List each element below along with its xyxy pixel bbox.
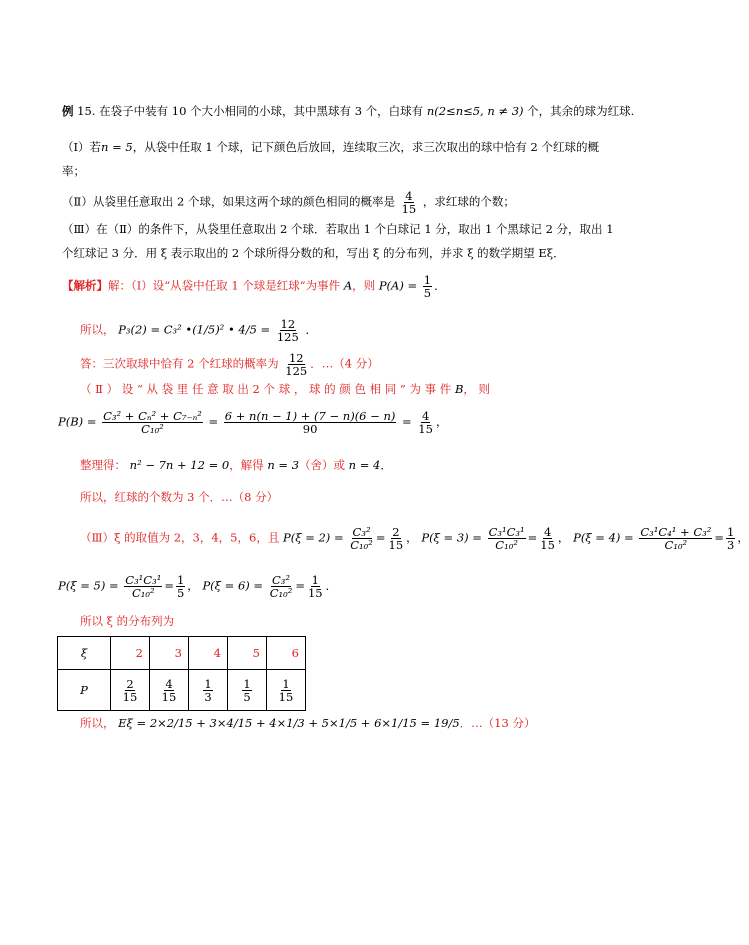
problem-text-1-end: 个，其余的球为红球. <box>527 104 635 118</box>
dot: ． <box>434 278 446 293</box>
frac-den: 3 <box>727 538 735 552</box>
table-cell: 3 <box>150 637 189 670</box>
frac-p4 <box>639 526 712 551</box>
frac-num: 12 <box>288 351 304 365</box>
solution-line-3 <box>80 352 379 377</box>
root-4: n = 4 <box>348 458 381 472</box>
table-row <box>58 637 306 670</box>
frac-pb-2 <box>224 410 397 435</box>
p-xi-6: P(ξ = 6) = <box>202 578 264 593</box>
p-xi-5: P(ξ = 5) = <box>58 578 119 593</box>
eq: = <box>208 414 219 429</box>
frac-12-125 <box>276 318 300 343</box>
prob-frac <box>203 678 212 703</box>
dot: ． <box>325 578 338 593</box>
frac-p4-v <box>726 526 735 551</box>
part1-line-2: 率； <box>62 164 85 178</box>
table-head-p: P <box>58 670 111 711</box>
comma: ， <box>435 414 448 429</box>
frac-num: 1 <box>311 573 319 587</box>
problem-number: 15. <box>77 104 96 118</box>
p-xi-4: P(ξ = 4) = <box>573 530 634 545</box>
expectation-expr: Eξ = 2×2/15 + 3×4/15 + 4×1/3 + 5×1/5 + 6×1/15 = 19/5 <box>118 716 460 730</box>
table-cell <box>228 670 267 711</box>
solution-line-10: 所以 ξ 的分布列为 <box>80 614 175 628</box>
frac-den: C₁₀² <box>141 422 164 436</box>
eq: = <box>402 414 412 429</box>
frac-num: C₃¹C₄¹ + C₃² <box>640 525 712 539</box>
frac-num: 1 <box>243 676 251 691</box>
frac-den: 15 <box>161 689 177 704</box>
frac-num: 1 <box>282 676 290 691</box>
frac-den: 15 <box>278 689 294 704</box>
frac-num: 4 <box>405 189 413 203</box>
prob-b: P(B) = <box>58 414 97 429</box>
part3-line-2: 个红球记 3 分．用 ξ 表示取出的 2 个球所得分数的和，写出 ξ 的分布列，并求 ξ 的数学期望 Eξ． <box>62 246 565 260</box>
frac-num: 4 <box>543 525 552 539</box>
simplify-label: 整理得： <box>80 458 126 472</box>
frac-den: C₁₀² <box>664 538 688 552</box>
frac-den: 5 <box>423 286 432 300</box>
solution-line-1 <box>62 274 446 299</box>
part2-fraction <box>401 190 418 215</box>
part2-line <box>62 190 515 215</box>
event-a: A <box>343 278 353 293</box>
table-head-xi: ξ <box>58 637 111 670</box>
frac-den: 5 <box>243 689 251 704</box>
frac-num: 4 <box>421 409 430 423</box>
frac-num: C₃² <box>352 525 371 539</box>
part1-n: n = 5 <box>101 140 133 154</box>
table-cell: 4 <box>189 637 228 670</box>
frac-den: 15 <box>418 422 433 436</box>
frac-num: 1 <box>176 573 185 587</box>
frac-p2-v <box>388 526 405 551</box>
solve-label: ，解得 <box>229 458 264 472</box>
part2-text-end: ，求红球的个数； <box>422 194 515 209</box>
frac-num: 2 <box>392 525 400 539</box>
frac-12-125-answer <box>284 352 308 377</box>
sep: ， <box>406 530 418 545</box>
frac-den: 125 <box>285 364 308 378</box>
table-cell: 6 <box>267 637 306 670</box>
frac-num: 12 <box>280 317 296 331</box>
frac-p3-v <box>539 526 556 551</box>
solution-line-8: （Ⅲ）ξ 的取值为 2，3，4，5，6，且 P(ξ = 2) = $\frac{\text{C₃²}}{\text{C₁₀²}}$ = $\frac{2}{15}$ ， P(ξ = 3) = $\frac{\text{C₃¹C₃¹}}{\text{C₁₀²}}$ = $\frac{4}{15}$ ， P(ξ = 4) = $\frac{\text{C₃¹C₄¹ + C₃²}}{\text{C₁₀²}}$ = $\frac{1}{3}$ ， <box>80 525 749 552</box>
frac-p3 <box>488 526 526 551</box>
solution-line-2 <box>80 318 317 343</box>
frac-p6-v <box>307 574 324 599</box>
table-cell: 5 <box>228 637 267 670</box>
frac-num: 1 <box>727 525 735 539</box>
solution-text-1b: ，则 <box>352 278 376 293</box>
frac-den: 90 <box>302 422 318 436</box>
frac-p6 <box>269 574 294 599</box>
problem-text-1: 在袋子中装有 10 个大小相同的小球，其中黑球有 3 个，白球有 <box>99 104 424 118</box>
problem-line-1 <box>62 104 634 118</box>
example-label: 例 <box>62 104 74 118</box>
frac-num: 6 + n(n − 1) + (7 − n)(6 − n) <box>224 409 396 423</box>
xi-values: （Ⅲ）ξ 的取值为 2，3，4，5，6，且 <box>80 530 280 545</box>
solution-line-7: 所以，红球的个数为 3 个．…（8 分） <box>80 490 279 504</box>
frac-den: 15 <box>540 538 555 552</box>
p3-expr: P₃(2) = C₃² •(1/5)² • 4/5 = <box>118 322 271 337</box>
part2-then: ， 则 <box>463 382 491 396</box>
prob-frac <box>122 678 139 703</box>
distribution-table <box>57 636 306 711</box>
quadratic: n² − 7n + 12 = 0 <box>129 458 230 472</box>
dot: ． <box>380 458 392 472</box>
part1-line <box>62 140 599 154</box>
so-label: 所以， <box>80 322 115 337</box>
answer-text: 答：三次取球中恰有 2 个红球的概率为 <box>80 356 279 371</box>
part1-text: ，从袋中任取 1 个球，记下颜色后放回，连续取三次，求三次取出的球中恰有 2 个红球的概 <box>132 140 599 154</box>
frac-num: 1 <box>423 273 432 287</box>
frac-p5 <box>124 574 162 599</box>
frac-num: 2 <box>126 676 134 691</box>
part2-text: （Ⅱ）从袋里任意取出 2 个球，如果这两个球的颜色相同的概率是 <box>62 194 395 209</box>
part1-prefix: （Ⅰ）若 <box>62 140 102 154</box>
p-xi-2: P(ξ = 2) = <box>282 530 344 545</box>
frac-1-5 <box>423 274 432 299</box>
frac-den: 15 <box>388 538 404 552</box>
prob-a: P(A) = <box>378 278 418 293</box>
solution-text-1: 解：（Ⅰ）设“从袋中任取 1 个球是红球”为事件 <box>108 278 341 293</box>
table-cell <box>150 670 189 711</box>
frac-num: 4 <box>165 676 173 691</box>
frac-den: 125 <box>276 330 299 344</box>
sep: ， <box>737 530 749 545</box>
reject-label: （舍）或 <box>299 458 346 472</box>
prob-frac <box>278 678 295 703</box>
solution-line-9: P(ξ = 5) = $\frac{\text{C₃¹C₃¹}}{\text{C₁₀²}}$ = $\frac{1}{5}$ ， P(ξ = 6) = $\frac{\text{C₃²}}{\text{C₁₀²}}$ = $\frac{1}{15}$ ． <box>58 573 338 600</box>
table-cell <box>267 670 306 711</box>
frac-pb-1 <box>102 410 203 435</box>
problem-condition: n(2≤n≤5, n ≠ 3) <box>426 104 524 118</box>
sep: ， <box>187 578 199 593</box>
frac-pb-3 <box>417 410 434 435</box>
frac-num: C₃¹C₃¹ <box>125 573 162 587</box>
p-xi-3: P(ξ = 3) = <box>421 530 482 545</box>
table-cell <box>111 670 150 711</box>
frac-num: C₃¹C₃¹ <box>488 525 525 539</box>
frac-num: C₃² + Cₙ² + C₇₋ₙ² <box>103 409 202 423</box>
frac-den: 3 <box>204 689 212 704</box>
part2-setup: （ Ⅱ ） 设 “ 从 袋 里 任 意 取 出 2 个 球 ， 球 的 颜 色 相 同 ” 为 事 件 <box>80 382 452 396</box>
frac-den: 15 <box>401 202 417 216</box>
frac-den: C₁₀² <box>131 586 155 600</box>
score-4: ．…（4 分） <box>310 356 379 371</box>
solution-line-5 <box>58 410 447 435</box>
frac-num: 1 <box>204 676 212 691</box>
event-b: B <box>454 382 464 396</box>
root-3: n = 3 <box>267 458 300 472</box>
frac-den: 15 <box>122 689 138 704</box>
solution-line-11 <box>80 716 535 730</box>
frac-den: C₁₀² <box>350 538 373 552</box>
prob-frac <box>242 678 251 703</box>
frac-den: 5 <box>176 586 185 600</box>
solution-tag: 【解析】 <box>62 278 108 293</box>
frac-p5-v <box>176 574 185 599</box>
so-label: 所以， <box>80 716 115 730</box>
table-row <box>58 670 306 711</box>
sep: ， <box>557 530 570 545</box>
table-cell <box>189 670 228 711</box>
frac-den: C₁₀² <box>495 538 518 552</box>
frac-num: C₃² <box>272 573 291 587</box>
frac-den: 15 <box>307 586 323 600</box>
dot: ． <box>305 322 317 337</box>
score-13: ．…（13 分） <box>459 716 536 730</box>
table-cell: 2 <box>111 637 150 670</box>
frac-p2 <box>349 526 374 551</box>
frac-den: C₁₀² <box>269 586 293 600</box>
solution-line-4 <box>80 382 490 396</box>
prob-frac <box>161 678 178 703</box>
solution-line-6 <box>80 458 392 472</box>
part3-line-1: （Ⅲ）在（Ⅱ）的条件下，从袋里任意取出 2 个球．若取出 1 个白球记 1 分，取出 1 个黑球记 2 分，取出 1 <box>62 222 614 236</box>
